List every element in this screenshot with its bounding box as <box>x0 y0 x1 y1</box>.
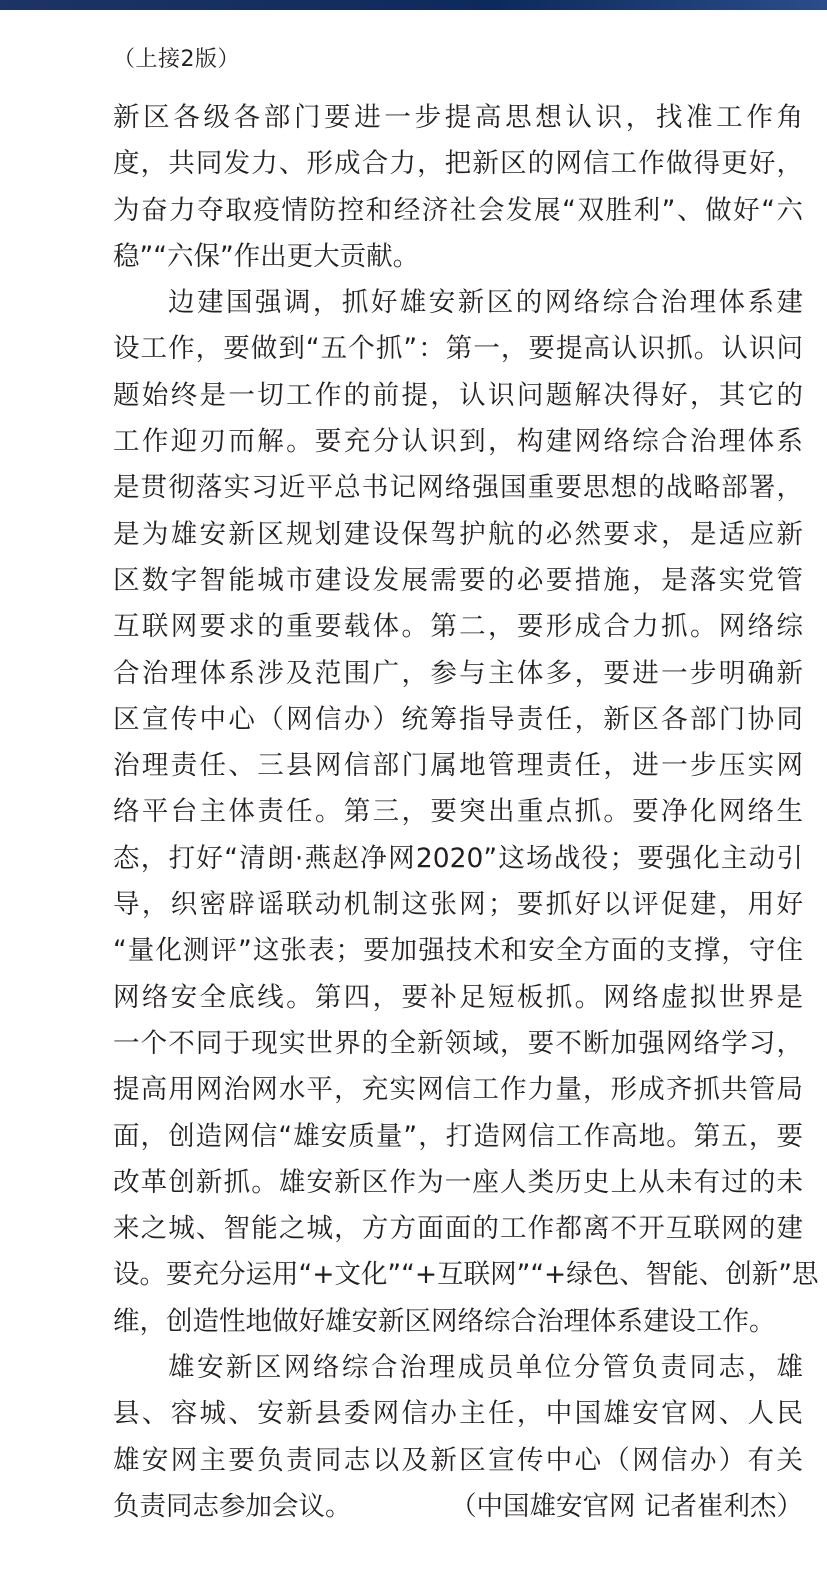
article-line: 区数字智能城市建设发展需要的必要措施，是落实党管 <box>113 564 803 596</box>
article-line: 是贯彻落实习近平总书记网络强国重要思想的战略部署， <box>113 472 803 504</box>
article-line: 为奋力夺取疫情防控和经济社会发展“双胜利”、做好“六 <box>113 194 803 226</box>
article-line: 治理责任、三县网信部门属地管理责任，进一步压实网 <box>113 750 803 782</box>
article-line: 度，共同发力、形成合力，把新区的网信工作做得更好， <box>113 148 803 180</box>
continued-from-page-label: （上接2版） <box>113 47 240 72</box>
article-line: 负责同志参加会议。 <box>113 1490 352 1522</box>
article-line: 新区各级各部门要进一步提高思想认识，找准工作角 <box>113 102 803 133</box>
article-line: 维，创造性地做好雄安新区网络综合治理体系建设工作。 <box>113 1305 776 1337</box>
article-line: “量化测评”这张表；要加强技术和安全方面的支撑，守住 <box>113 935 803 967</box>
article-line: 稳”“六保”作出更大贡献。 <box>113 240 420 272</box>
article-line: 设。要充分运用“+文化”“+互联网”“+绿色、智能、创新”思 <box>113 1259 819 1291</box>
article-line: 一个不同于现实世界的全新领域，要不断加强网络学习， <box>113 1027 803 1059</box>
article-byline: （中国雄安官网 记者崔利杰） <box>450 1490 803 1522</box>
article-line: 来之城、智能之城，方方面面的工作都离不开互联网的建 <box>113 1213 803 1245</box>
article-final-line <box>113 1484 803 1530</box>
article-line: 提高用网治网水平，充实网信工作力量，形成齐抓共管局 <box>113 1074 803 1106</box>
article-line: 工作迎刃而解。要充分认识到，构建网络综合治理体系 <box>113 426 803 458</box>
article-line: 络平台主体责任。第三，要突出重点抓。要净化网络生 <box>113 796 803 828</box>
article-line: 设工作，要做到“五个抓”：第一，要提高认识抓。认识问 <box>113 333 803 365</box>
article-line: 雄安网主要负责同志以及新区宣传中心（网信办）有关 <box>113 1444 803 1476</box>
article-line: 导，织密辟谣联动机制这张网；要抓好以评促建，用好 <box>113 889 803 921</box>
article-paragraph-start: 边建国强调，抓好雄安新区的网络综合治理体系建 <box>168 287 803 319</box>
article-line: 是为雄安新区规划建设保驾护航的必然要求，是适应新 <box>113 518 803 550</box>
article-line: 面，创造网信“雄安质量”，打造网信工作高地。第五，要 <box>113 1120 803 1152</box>
article-line: 合治理体系涉及范围广，参与主体多，要进一步明确新 <box>113 657 803 689</box>
article-paragraph-start: 雄安新区网络综合治理成员单位分管负责同志，雄 <box>168 1352 803 1384</box>
article-line: 题始终是一切工作的前提，认识问题解决得好，其它的 <box>113 379 803 411</box>
article-line: 县、容城、安新县委网信办主任，中国雄安官网、人民 <box>113 1398 803 1430</box>
article-line: 区宣传中心（网信办）统筹指导责任，新区各部门协同 <box>113 703 803 735</box>
article-body <box>113 95 819 1530</box>
article-line: 网络安全底线。第四，要补足短板抓。网络虚拟世界是 <box>113 981 803 1013</box>
top-header-bar <box>0 0 827 10</box>
article-line: 改革创新抓。雄安新区作为一座人类历史上从未有过的未 <box>113 1166 803 1198</box>
article-line: 态，打好“清朗·燕赵净网2020”这场战役；要强化主动引 <box>113 842 803 874</box>
article-line: 互联网要求的重要载体。第二，要形成合力抓。网络综 <box>113 611 803 643</box>
